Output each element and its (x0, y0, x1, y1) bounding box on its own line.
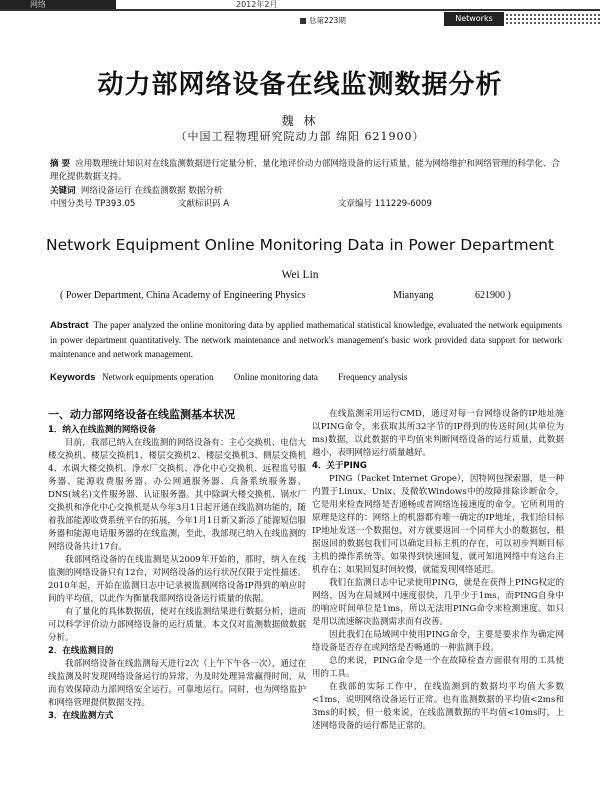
keywords-english-label: Keywords (50, 372, 96, 383)
header-brand: Networks (444, 12, 504, 26)
subsection-1-heading: 1．纳入在线监测的网络设备 (48, 425, 156, 435)
keywords-chinese-text: 网络设备运行 在线监测数据 数据分析 (80, 186, 223, 196)
abstract-chinese (50, 158, 560, 184)
article-number: 文章编号 111229-6009 (338, 199, 432, 209)
header-rule (0, 9, 600, 11)
abstract-chinese-label: 摘 要 (50, 159, 70, 169)
paragraph: 在我部的实际工作中，在线监测到的数据均平均值大多数<1ms，说明网络设备运行正常。也有监测数据的平均值<2ms和3ms的时候，但一般来说，在线监测数据的平均值<10ms时，上述网络设备的运行都是正常的。 (312, 682, 564, 731)
header-dot-pattern (505, 13, 600, 25)
running-header (0, 0, 600, 26)
keyword-english-item: Network equipments operation (102, 372, 214, 382)
section-1-heading: 一、动力部网络设备在线监测基本状况 (48, 408, 235, 421)
body-column-left (48, 408, 306, 723)
keyword-english-item: Online monitoring data (233, 372, 318, 382)
header-issue: 总第223期 (300, 15, 346, 26)
paragraph: 目前，我部已纳入在线监测的网络设备有：主心交换机、电信大楼交换机、楼层交换机1、楼层交换机2、楼层交换机3、侧层交换机4、水调大楼交换机、净水厂交换机、净化中心交换机、远程监号服务器、能源收费服务器、办公网通服务器、兵备系统服务器、DNS(域名)文件服务器、认证服务器。其中除调大楼交换机、锅水厂交换机和净化中心交换机是从今年3月1日起开通在线监测功能的，随着我部能源收费系统平台的拓展，今年1月1日新又新添了能源短信服务器和能源电话服务器的在线监测，至此，我部现已纳入在线监测的网络设备共计17台。 (48, 438, 306, 552)
paragraph: 因此我们在局域网中使用PING命令，主要是要求作为确定网络设备是否存在或网络是否畅通的一种监测手段。 (312, 630, 564, 653)
subsection-2-heading: 2．在线监测目的 (48, 646, 114, 656)
keywords-chinese (50, 185, 560, 198)
keyword-english-item: Frequency analysis (338, 372, 408, 382)
clc-number: 中图分类号 TP393.05 (50, 199, 136, 209)
document-code: 文献标识码 A (178, 199, 230, 209)
paragraph: 我部网络设备的在线监测是从2009年开始的，那时，纳入在线监测的网络设备只有12台，对网络设备的运行状况仅限于定性描述。2010年起，开始在监测日志中记录被监测网络设备IP得到的响应时间的平均值，以此作为衡量我部网络设备运行质量的依据。 (48, 555, 306, 604)
subsection-3-heading: 3．在线监测方式 (48, 711, 114, 721)
author-english: Wei Lin (281, 269, 319, 281)
header-section: 网络 (0, 0, 116, 10)
header-date: 2012年2月 (236, 0, 278, 9)
abstract-chinese-text: 应用数理统计知识对在线监测数据进行定量分析，量化地评价动力部网络设备的运行质量，能为网络维护和网络管理的科学化、合理化提供数据支持。 (50, 159, 560, 182)
affiliation-english-zip: 621900 ) (475, 290, 511, 301)
author-chinese: 魏 林 (281, 114, 319, 128)
subsection-4-heading: 4．关于PING (312, 461, 367, 471)
abstract-english-label: Abstract (50, 320, 89, 331)
paragraph: PING（Packet Internet Grope），因特网包探索器，是一种内置于Linux、Unix、及微软Windows中的故障排除诊断命令，它是用来检查网络是否通畅或者网络连接速度的命令。它所利用的原理是这样的：网络上的机器都有唯一确定的IP地址，我们给目标IP地址发送一个数据包，对方就要返回一个同样大小的数据包，根据返回的数据包我们可以确定目标主机的存在，可以初步判断目标主机的操作系统等。如果得到快速回复，就可知道网络中有这台主机存在；如果回复时间较慢，就能发现网络延迟。 (312, 474, 564, 575)
paragraph: 我部网络设备在线监测每天进行2次（上午下午各一次），通过在线监测及时发现网络设备运行的异常，为及时处理异常赢得时间，从而有效保障动力部网络安全运行，可靠地运行。同时，也为网络监护和网络管理提供数据支持。 (48, 659, 306, 708)
affiliation-chinese: （中国工程物理研究院动力部 绵阳 621900） (175, 130, 425, 143)
title-chinese: 动力部网络设备在线监测数据分析 (97, 70, 503, 100)
abstract-english (50, 318, 562, 361)
affiliation-english-org: ( Power Department, China Academy of Engineering Physics (60, 290, 306, 301)
keywords-chinese-label: 关键词 (50, 186, 76, 196)
square-icon (300, 18, 306, 24)
paragraph: 总的来说，PING命令是一个在故障检查方面很有用的工具使用的工具。 (312, 656, 564, 679)
body-column-right (312, 408, 564, 733)
paragraph: 有了量化的具体数据值，使对在线监测结果进行数据分析，进而可以科学评价动力部网络设备的运行质量。本文仅对监测数据做数据分析。 (48, 607, 306, 643)
paragraph: 在线监测采用运行CMD，通过对每一台网络设备的IP地址施以PING命令，来获取其所32字节的IP得到的传送时间(其单位为ms)数据，以此数据的平均值来判断网络设备的运行质量，此数据越小，表明网络运行质量越好。 (312, 409, 564, 458)
affiliation-english-city: Mianyang (393, 290, 434, 301)
abstract-english-text: The paper analyzed the online monitoring data by applied mathematical statistical knowledge, evaluated the network equipments in power department quantitatively. The network maintenance and network's management's basic work provided data support for network maintenance and network management. (50, 320, 563, 359)
keywords-english (50, 372, 562, 383)
paragraph: 我们在监测日志中记录使用PING，就是在获得上PING权定的网络，因为在局域网中速度很快，几乎少于1ms，而PING自身中的响应时间单位是1ms，所以无法用PING命令来检测速度。如只是用以流速解决监测需求而有改善。 (312, 578, 564, 627)
title-english: Network Equipment Online Monitoring Data in Power Department (45, 236, 555, 254)
